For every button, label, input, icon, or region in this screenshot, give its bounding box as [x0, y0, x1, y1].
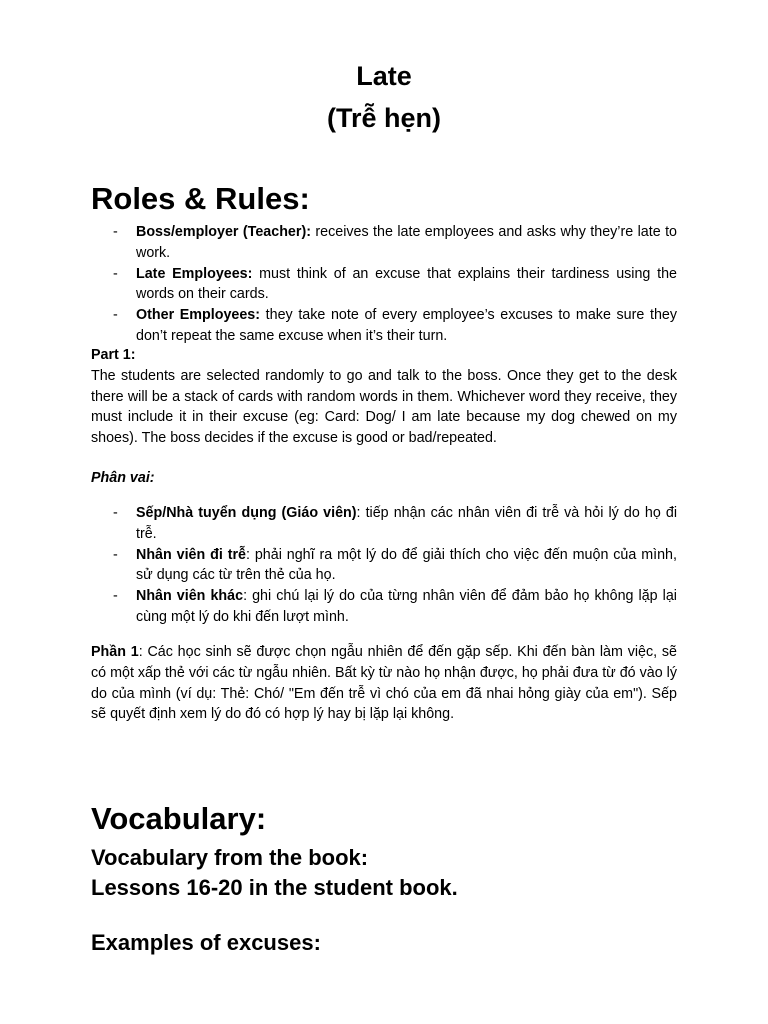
roles-heading: Roles & Rules: [91, 181, 310, 216]
role-label: Sếp/Nhà tuyển dụng (Giáo viên) [136, 505, 357, 521]
document-subtitle: (Trễ hẹn) [326, 103, 441, 133]
role-text: : phải nghĩ ra một lý do để giải thích cho việc đến muộn của mình, sử dụng các từ trên thẻ của họ. [136, 546, 677, 584]
role-text: : ghi chú lại lý do của từng nhân viên để đảm bảo họ không lặp lại cùng một lý do khi đến lượt mình. [136, 588, 677, 625]
document-title: Late [356, 61, 412, 91]
part1-text: The students are selected randomly to go and talk to the boss. Once they get to the desk there will be a stack of cards with random words in them. Whichever word they receive, they must include it in their excuse (eg: Card: Dog/ I am late because my dog chewed on my shoes). The boss decides if the excuse is good or bad/repeated. [91, 367, 677, 447]
role-label: Late Employees: [136, 265, 253, 282]
role-text: must think of an excuse that explains their tardiness using the words on their cards. [136, 265, 677, 303]
role-text: : tiếp nhận các nhân viên đi trễ và hỏi lý do họ đi trễ. [136, 505, 677, 542]
list-item [91, 222, 677, 264]
phan1-paragraph [91, 642, 677, 725]
list-item [91, 545, 677, 587]
list-item [91, 305, 677, 347]
list-item [91, 503, 677, 545]
roles-list [91, 222, 677, 347]
role-label: Boss/employer (Teacher): [136, 224, 311, 240]
examples-heading: Examples of excuses: [91, 930, 321, 955]
role-label: Nhân viên đi trễ [136, 546, 246, 563]
role-text: receives the late employees and asks why they’re late to work. [136, 224, 677, 261]
phan1-text: : Các học sinh sẽ được chọn ngẫu nhiên để đến gặp sếp. Khi đến bàn làm việc, sẽ có một xấp thẻ với các từ ngẫu nhiên. Bất kỳ từ nào họ nhận được, họ phải đưa từ đó vào lý do của mình (ví dụ: Thẻ: Chó/ "Em đến trễ vì chó của em đã nhai hỏng giày của em"). Sếp sẽ quyết định xem lý do đó có hợp lý hay bị lặp lại không. [91, 644, 677, 723]
phan-vai-heading: Phân vai: [91, 470, 155, 486]
vocabulary-subheading-1: Vocabulary from the book: [91, 845, 369, 870]
part1-label: Part 1: [91, 347, 136, 363]
list-item [91, 264, 677, 306]
phan-vai-list [91, 503, 677, 628]
vocabulary-subheading-2: Lessons 16-20 in the student book. [91, 875, 458, 900]
vocabulary-heading: Vocabulary: [91, 801, 267, 836]
role-label: Other Employees: [136, 307, 261, 324]
list-item [91, 586, 677, 628]
role-text: they take note of every employee’s excuses to make sure they don’t repeat the same excuse when it’s their turn. [136, 307, 677, 344]
role-label: Nhân viên khác [136, 588, 244, 605]
part1-section [91, 345, 677, 449]
phan1-label: Phần 1 [91, 644, 139, 660]
